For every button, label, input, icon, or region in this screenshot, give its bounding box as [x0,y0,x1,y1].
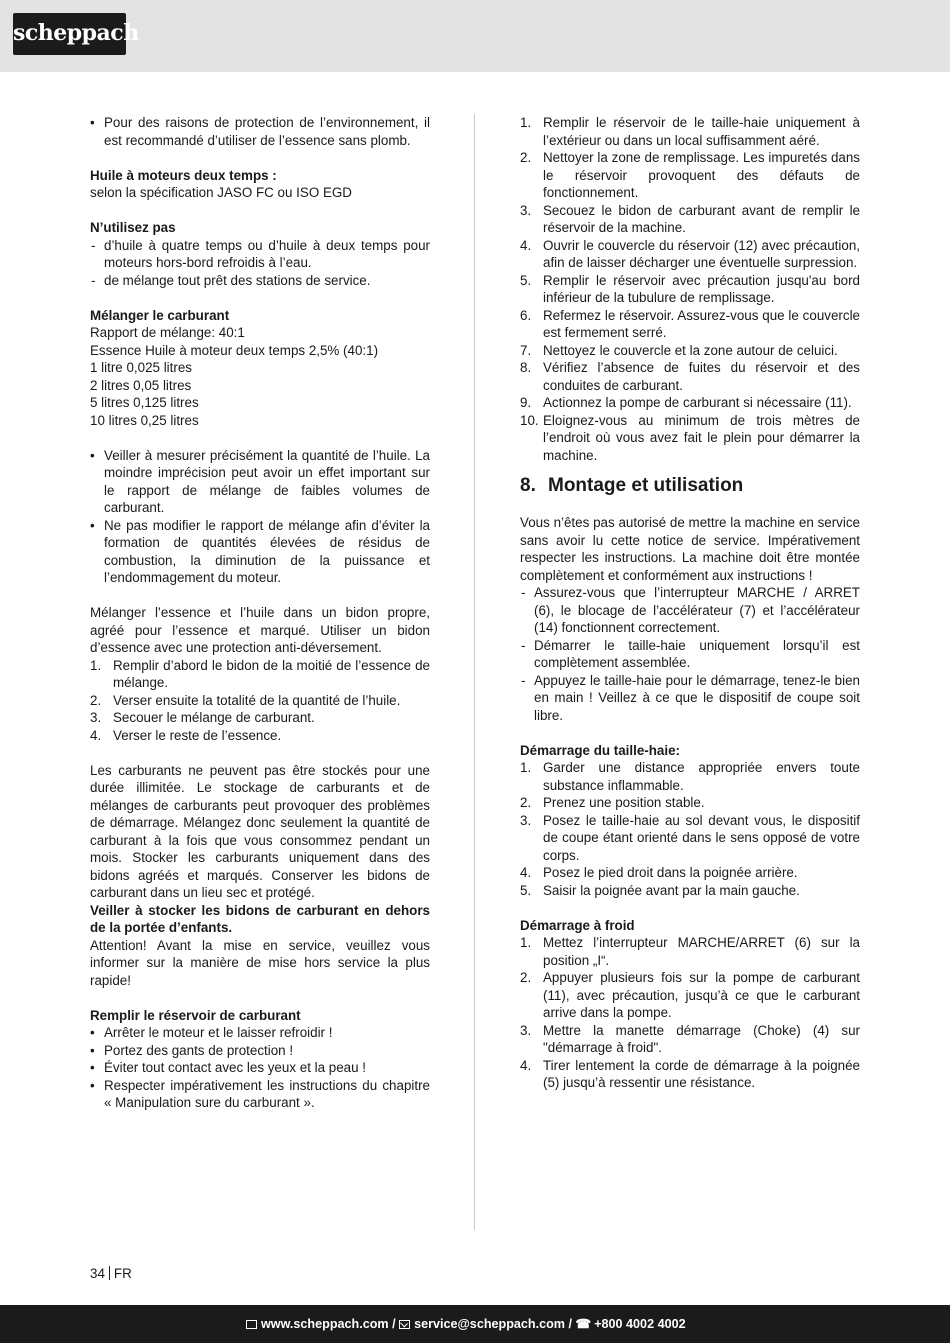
list-item: - Démarrer le taille-haie uniquement lorsqu’il est complètement assemblée. [520,637,860,672]
list-item: 7. Nettoyez le couvercle et la zone autour de celuici. [520,342,838,358]
section-title-text: Montage et utilisation [548,475,744,496]
list-item: • Respecter impérativement les instructions du chapitre « Manipulation sure du carburant ». [90,1077,430,1112]
brand-logo: scheppach [13,13,126,55]
list-item: 4. Posez le pied droit dans la poignée arrière. [520,865,798,880]
mix-steps-list [90,657,430,745]
list-item: 1. Mettez l’interrupteur MARCHE/ARRET (6) sur la position „I“. [520,935,860,968]
list-item: 2. Appuyer plusieurs fois sur la pompe de carburant (11), avec précaution, jusqu’à ce que le carburant arrive dans la pompe. [520,970,860,1020]
mix-table-header: Essence Huile à moteur deux temps 2,5% (40:1) [90,342,379,358]
mix-table-row: 10 litres 0,25 litres [90,412,199,428]
list-item: • Veiller à mesurer précisément la quantité de l’huile. La moindre imprécision peut avoir un effet important sur le rapport de mélange de faibles volumes de carburant. [90,447,430,517]
oil-heading: Huile à moteurs deux temps : [90,167,277,183]
footer-separator: / [392,1317,396,1331]
page-separator [109,1266,110,1280]
page-language: FR [113,1266,132,1281]
list-item: • Éviter tout contact avec les yeux et la peau ! [90,1059,430,1077]
section-number: 8. [520,475,536,496]
mail-icon [399,1320,410,1329]
mix-heading: Mélanger le carburant [90,307,230,323]
list-item: 4. Ouvrir le couvercle du réservoir (12) avec précaution, afin de laisser décharger une éventuelle surpression. [520,237,860,270]
list-item: - Appuyez le taille-haie pour le démarrage, tenez-le bien en main ! Veillez à ce que le dispositif de coupe soit libre. [520,672,860,725]
cold-start-steps-list [520,934,860,1092]
start-heading: Démarrage du taille-haie: [520,742,680,758]
footer-contacts [246,1305,686,1343]
list-item: 6. Refermez le réservoir. Assurez-vous que le couvercle est fermement serré. [520,307,860,340]
list-item: 2. Prenez une position stable. [520,795,705,810]
footer-separator: / [568,1317,572,1331]
mix-table-row: 1 litre 0,025 litres [90,360,192,375]
right-column [520,114,860,1092]
cold-start-heading: Démarrage à froid [520,917,635,933]
list-item: • Ne pas modifier le rapport de mélange afin d’éviter la formation de quantités élevées de résidus de combustion, la diminution de la puissance et l’endommagement du moteur. [90,517,430,587]
storage-paragraph: Les carburants ne peuvent pas être stockés pour une durée illimitée. Le stockage de carburants et de mélanges de carburants peut provoquer des problèmes de démarrage. Mélangez donc seulement la quantité de carburant à la fois que vous consommez pendant un mois. Stocker les carburants uniquement dans des bidons agréés et marqués. Conserver les bidons de carburant dans un lieu sec et protégé. [90,762,430,900]
intro-bullet-list [90,114,430,149]
footer-email[interactable]: service@scheppach.com [414,1317,565,1331]
page-number-area [90,1265,132,1283]
section-paragraph: Vous n’êtes pas autorisé de mettre la machine en service sans avoir lu cette notice de service. Impérativement respecter les instructions. La machine doit être montée complètement et conformément aux instructions ! [520,515,860,583]
storage-warning: Veiller à stocker les bidons de carburant en dehors de la portée d’enfants. [90,902,430,935]
list-item: 5. Remplir le réservoir avec précaution jusqu'au bord inférieur de la tubulure de remplissage. [520,272,860,305]
section-dash-list [520,584,860,724]
footer-website[interactable]: www.scheppach.com [261,1317,389,1331]
list-item: 3. Posez le taille-haie au sol devant vous, le dispositif de coupe étant orienté dans le sens opposé de votre corps. [520,812,860,863]
mix-bullet-list [90,447,430,587]
mix-ratio: Rapport de mélange: 40:1 [90,325,245,340]
list-item: • Arrêter le moteur et le laisser refroidir ! [90,1024,430,1042]
footer-phone[interactable]: +800 4002 4002 [594,1317,686,1331]
mix-paragraph: Mélanger l’essence et l’huile dans un bidon propre, agréé pour l’essence et marqué. Utiliser un bidon d’essence avec une protection anti-déversement. [90,605,430,655]
header-band [0,0,950,72]
phone-icon: ☎ [575,1317,592,1331]
donot-list [90,237,430,290]
list-item: 3. Secouer le mélange de carburant. [90,710,315,725]
fill-bullet-list [90,1024,430,1112]
footer-band [0,1305,950,1343]
fill-steps-list [520,114,860,464]
page-number: 34 [90,1266,105,1281]
fill-heading: Remplir le réservoir de carburant [90,1007,301,1023]
list-item: 4. Tirer lentement la corde de démarrage à la poignée (5) jusqu’à ressentir une résistance. [520,1057,860,1090]
list-item: 2. Nettoyer la zone de remplissage. Les impuretés dans le réservoir provoquent des défauts de fonctionnement. [520,150,860,200]
list-item: 5. Saisir la poignée avant par la main gauche. [520,882,800,898]
list-item: 3. Mettre la manette démarrage (Choke) (4) sur "démarrage à froid". [520,1022,860,1055]
list-item: 3. Secouez le bidon de carburant avant de remplir le réservoir de la machine. [520,202,860,235]
list-item: 9. Actionnez la pompe de carburant si nécessaire (11). [520,395,852,410]
computer-icon [246,1320,257,1329]
list-item: - Assurez-vous que l’interrupteur MARCHE / ARRET (6), le blocage de l’accélérateur (7) et l’accélérateur (14) fonctionnent correctement. [520,584,860,637]
start-steps-list [520,759,860,899]
list-item: - de mélange tout prêt des stations de service. [90,272,430,290]
list-item: 1. Remplir le réservoir de le taille-haie uniquement à l’extérieur ou dans un local suffisamment aéré. [520,115,860,148]
list-item: • Pour des raisons de protection de l’environnement, il est recommandé d’utiliser de l’essence sans plomb. [90,114,430,149]
list-item: 1. Garder une distance appropriée envers toute substance inflammable. [520,760,860,793]
list-item: 2. Verser ensuite la totalité de la quantité de l’huile. [90,692,401,708]
column-divider [474,114,475,1230]
list-item: 8. Vérifiez l’absence de fuites du réservoir et des conduites de carburant. [520,360,860,393]
section-title [520,474,860,498]
left-column [90,114,430,1112]
mix-table-row: 2 litres 0,05 litres [90,377,192,393]
donot-heading: N’utilisez pas [90,220,176,235]
list-item: 1. Remplir d’abord le bidon de la moitié de l’essence de mélange. [90,657,430,690]
list-item: • Portez des gants de protection ! [90,1042,430,1060]
list-item: 4. Verser le reste de l’essence. [90,727,282,743]
list-item: - d’huile à quatre temps ou d’huile à deux temps pour moteurs hors-bord refroidis à l’eau. [90,237,430,272]
attention-paragraph: Attention! Avant la mise en service, veuillez vous informer sur la manière de mise hors service la plus rapide! [90,937,430,988]
list-item: 10. Eloignez-vous au minimum de trois mètres de l’endroit où vous avez fait le plein pour démarrer la machine. [520,412,860,463]
mix-table-row: 5 litres 0,125 litres [90,395,199,410]
oil-spec: selon la spécification JASO FC ou ISO EGD [90,185,352,200]
